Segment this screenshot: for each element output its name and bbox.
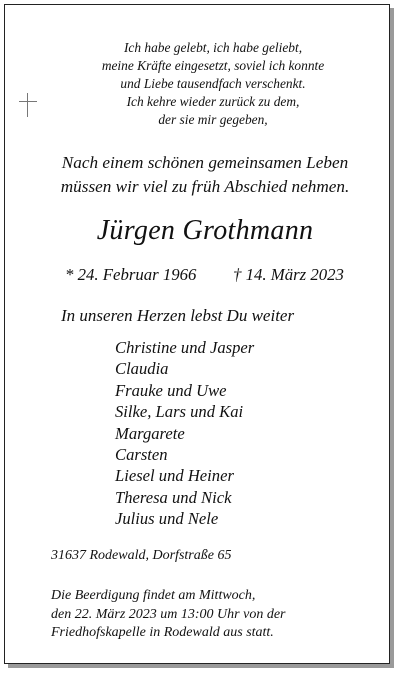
poem [53, 39, 373, 129]
mourner-item: Julius und Nele [115, 509, 219, 529]
poem-line: Ich kehre wieder zurück zu dem, [126, 94, 300, 109]
deceased-name: Jürgen Grothmann [96, 215, 314, 246]
mourner-item: Claudia [115, 359, 169, 379]
mourner-item: Theresa und Nick [115, 487, 232, 507]
funeral-notice [51, 587, 381, 643]
mourner-item: Silke, Lars und Kai [115, 402, 244, 422]
poem-line: der sie mir gegeben, [158, 112, 268, 127]
intro-line: müssen wir viel zu früh Abschied nehmen. [60, 177, 350, 196]
birth-date: * 24. Februar 1966 [65, 265, 197, 284]
mourner-item: Carsten [115, 445, 168, 465]
mourner-item: Margarete [115, 423, 185, 443]
intro-text [25, 151, 385, 199]
poem-line: Ich habe gelebt, ich habe geliebt, [123, 40, 303, 55]
obituary-card [4, 4, 390, 664]
funeral-line: den 22. März 2023 um 13:00 Uhr von der [51, 606, 286, 622]
mourner-item: Liesel und Heiner [115, 466, 234, 486]
funeral-line: Friedhofskapelle in Rodewald aus statt. [51, 625, 274, 640]
mourners-list [115, 337, 365, 530]
family-address: 31637 Rodewald, Dorfstraße 65 [51, 548, 232, 563]
poem-line: und Liebe tausendfach verschenkt. [120, 76, 306, 91]
mourner-item: Christine und Jasper [115, 338, 255, 357]
mourner-item: Frauke und Uwe [115, 380, 227, 400]
poem-line: meine Kräfte eingesetzt, soviel ich konnte [101, 58, 325, 73]
intro-line: Nach einem schönen gemeinsamen Leben [61, 153, 349, 172]
death-date: † 14. März 2023 [233, 265, 344, 284]
tribute-line: In unseren Herzen lebst Du weiter [61, 306, 295, 325]
funeral-line: Die Beerdigung findet am Mittwoch, [51, 588, 256, 603]
cross-icon [17, 93, 41, 117]
